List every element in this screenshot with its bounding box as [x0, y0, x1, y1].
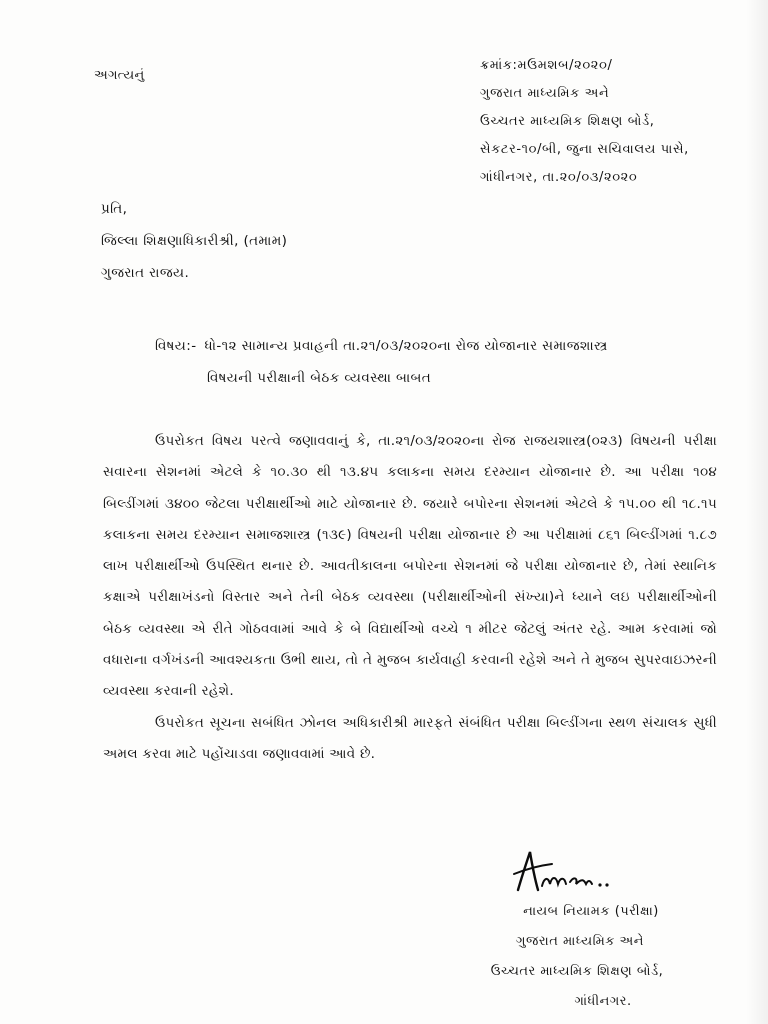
signatory-board-line1: ગુજરાત માધ્યમિક અને [516, 934, 644, 949]
sender-address-line: સેકટર-૧૦/બી, જુના સચિવાલય પાસે, [480, 142, 689, 157]
body-paragraph-2: ઉપરોકત સૂચના સબંધિત ઝોનલ અધિકારીશ્રી મારફતે સંબંધિત પરીક્ષા બિલ્ડીંગના સ્થળ સંચાલક સુધી અમલ કરવા માટે પહોંચાડવા જણાવવામાં આવે છે. [103, 714, 717, 762]
sender-city-date: ગાંધીનગર, તા.૨૦/૦૩/૨૦૨૦ [480, 170, 638, 185]
handwritten-signature [512, 846, 622, 896]
page-edge-shadow [746, 0, 768, 1024]
body-paragraph-1: ઉપરોકત વિષય પરત્વે જણાવવાનું કે, તા.૨૧/૦૩/૨૦૨૦ના રોજ રાજયશાસ્ત્ર(૦૨૩) વિષયની પરીક્ષા સવારના સેશનમાં એટલે કે ૧૦.૩૦ થી ૧૩.૪૫ કલાકના સમય દરમ્યાન યોજાનાર છે. આ પરીક્ષા ૧૦૪ બિલ્ડીંગમાં ૩૪૦૦ જેટલા પરીક્ષાર્થીઓ માટે યોજાનાર છે. જયારે બપોરના સેશનમાં એટલે કે ૧૫.૦૦ થી ૧૮.૧૫ કલાકના સમય દરમ્યાન સમાજશાસ્ત્ર (૧૩૯) વિષયની પરીક્ષા યોજાનાર છે આ પરીક્ષામાં ૮૬૧ બિલ્ડીંગમાં ૧.૮૭ લાખ પરીક્ષાર્થીઓ ઉપસ્થિત થનાર છે. આવતીકાલના બપોરના સેશનમાં જે પરીક્ષા યોજાનાર છે, તેમાં સ્થાનિક કક્ષાએ પરીક્ષાખંડનો વિસ્તાર અને તેની બેઠક વ્યવસ્થા (પરીક્ષાર્થીઓની સંખ્યા)ને ધ્યાને લઇ પરીક્ષાર્થીઓની બેઠક વ્યવસ્થા એ રીતે ગોઠવવામાં આવે કે બે વિદ્યાર્થીઓ વચ્ચે ૧ મીટર જેટલું અંતર રહે. આમ કરવામાં જો વધારાના વર્ગખંડની આવશ્યકતા ઉભી થાય, તો તે મુજબ કાર્યવાહી કરવાની રહેશે અને તે મુજબ સુપરવાઇઝરની વ્યવસ્થા કરવાની રહેશે. [103, 433, 717, 700]
signatory-block [477, 897, 677, 1017]
subject-line2: વિષયની પરીક્ષાની બેઠક વ્યવસ્થા બાબત [207, 370, 432, 386]
sender-board-line1: ગુજરાત માધ્યમિક અને [480, 86, 610, 101]
subject-line1: ધો-૧૨ સામાન્ય પ્રવાહની તા.૨૧/૦૩/૨૦૨૦ના રોજ યોજાનાર સમાજશાસ્ત્ર [204, 338, 608, 354]
recipient-officer: જિલ્લા શિક્ષણાધિકારીશ્રી, (તમામ) [101, 233, 288, 249]
signatory-board-line2: ઉચ્ચતર માધ્યમિક શિક્ષણ બોર્ડ, [490, 964, 664, 979]
reference-number: ક્રમાંક:મઉમશબ/૨૦૨૦/ [480, 58, 613, 73]
signatory-city: ગાંધીનગર. [574, 994, 632, 1009]
recipient-state: ગુજરાત રાજય. [101, 265, 190, 281]
signatory-designation: નાયબ નિયામક (પરીક્ષા) [523, 904, 659, 919]
letter-body [103, 426, 717, 770]
subject-label: વિષય:- [155, 338, 197, 354]
sender-address-block [480, 52, 689, 192]
subject-block [155, 330, 735, 394]
recipient-prati: પ્રતિ, [101, 201, 128, 217]
urgency-label: અગત્યનું [94, 68, 145, 83]
recipient-block [101, 193, 287, 289]
sender-board-line2: ઉચ્ચતર માધ્યમિક શિક્ષણ બોર્ડ, [480, 114, 655, 129]
